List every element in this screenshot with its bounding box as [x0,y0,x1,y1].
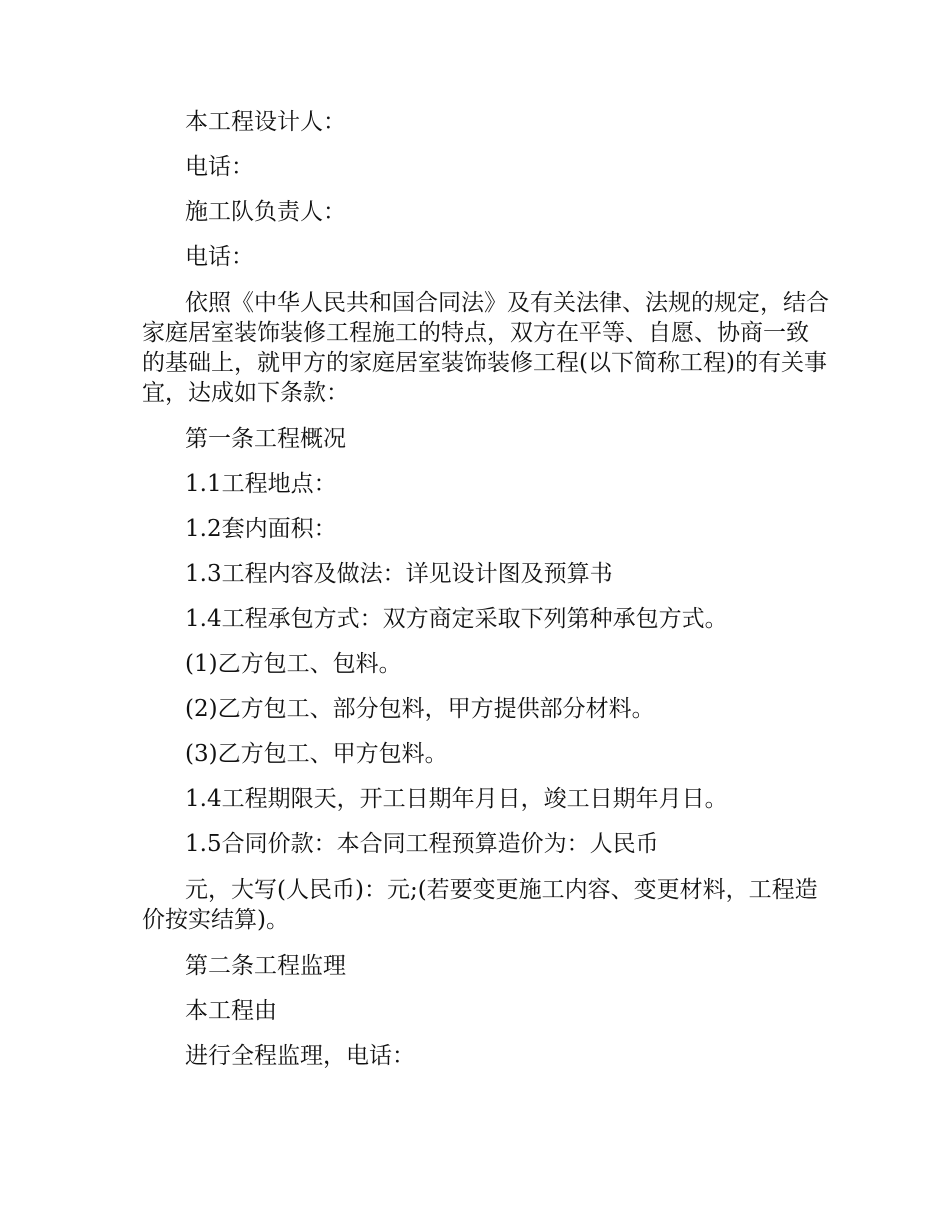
option-1: (1)乙方包工、包料。 [185,651,402,677]
team-leader-phone-line: 电话： [185,244,254,270]
supervision-by-line: 本工程由 [185,998,277,1024]
preamble-paragraph: 依照《中华人民共和国合同法》及有关法律、法规的规定，结合家庭居室装饰装修工程施工的特点，双方在平等、自愿、协商一致的基础上，就甲方的家庭居室装饰装修工程(以下简称工程)的有关事宜，达成如下条款： [142,290,829,406]
option-2: (2)乙方包工、部分包料，甲方提供部分材料。 [185,696,655,722]
clause-1-2: 1.2套内面积： [185,516,337,542]
article-2-heading: 第二条工程监理 [185,953,346,979]
construction-team-leader-line: 施工队负责人： [185,199,346,225]
price-in-words-paragraph: 元，大写(人民币)：元;(若要变更施工内容、变更材料，工程造价按实结算)。 [142,877,818,933]
clause-1-4-contract-mode: 1.4工程承包方式：双方商定采取下列第种承包方式。 [185,606,728,632]
option-3: (3)乙方包工、甲方包料。 [185,741,448,767]
clause-1-1: 1.1工程地点： [185,471,337,497]
designer-phone-line: 电话： [185,154,254,180]
designer-line: 本工程设计人： [185,109,346,135]
clause-1-5-price: 1.5合同价款：本合同工程预算造价为：人民币 [185,831,659,857]
clause-1-4-period: 1.4工程期限天，开工日期年月日，竣工日期年月日。 [185,786,728,812]
article-1-heading: 第一条工程概况 [185,426,346,452]
document-body [142,108,830,1087]
clause-1-3: 1.3工程内容及做法：详见设计图及预算书 [185,561,613,587]
supervision-phone-line: 进行全程监理，电话： [185,1043,415,1069]
